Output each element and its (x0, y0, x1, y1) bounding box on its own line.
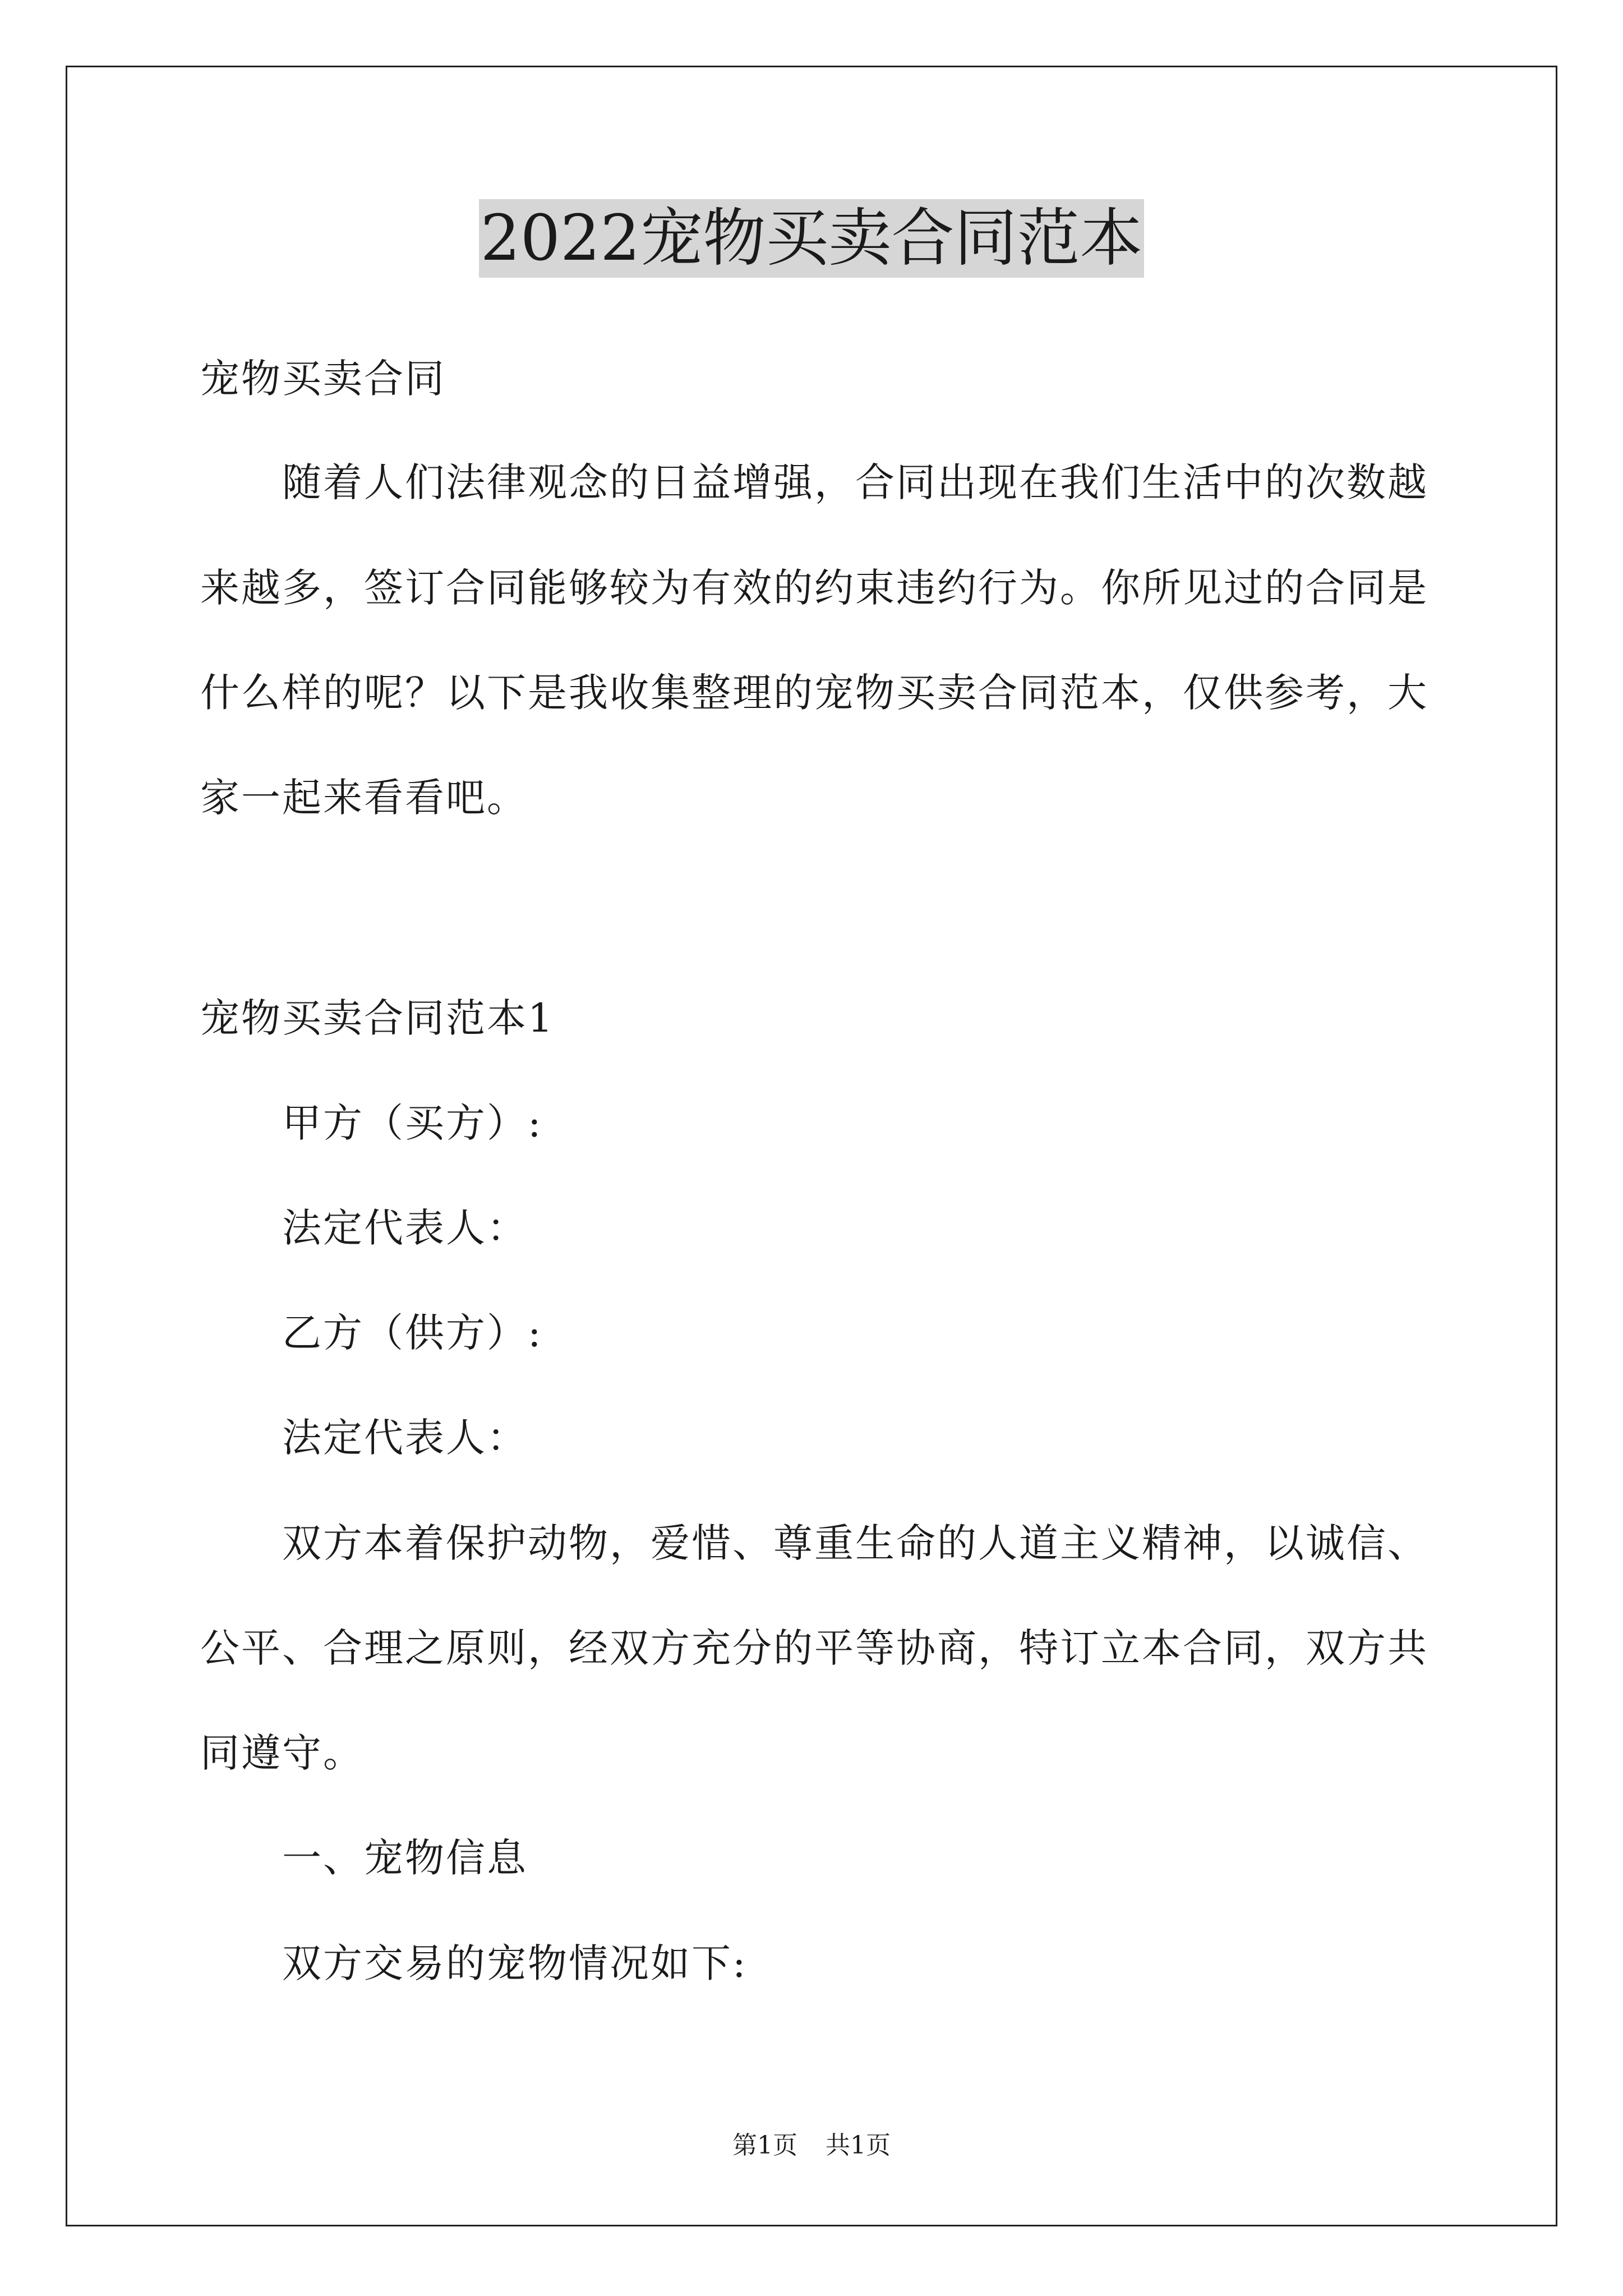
party-b-representative: 法定代表人： (282, 1415, 528, 1461)
principle-line-2: 公平、合理之原则，经双方充分的平等协商，特订立本合同，双方共 (200, 1625, 1428, 1671)
party-a-representative: 法定代表人： (282, 1205, 528, 1251)
page-total: 共1页 (826, 2131, 891, 2160)
intro-line-3: 什么样的呢？以下是我收集整理的宠物买卖合同范本，仅供参考，大 (200, 670, 1428, 716)
page-footer (0, 2129, 1623, 2162)
heading-template-1: 宠物买卖合同范本1 (200, 995, 555, 1041)
heading-contract: 宠物买卖合同 (200, 356, 446, 402)
principle-line-1: 双方本着保护动物，爱惜、尊重生命的人道主义精神，以诚信、 (282, 1520, 1428, 1566)
title-container (0, 199, 1623, 278)
document-title: 2022宠物买卖合同范本 (479, 199, 1144, 278)
section-pet-info-text: 双方交易的宠物情况如下: (282, 1940, 748, 1986)
section-pet-info: 一、宠物信息 (282, 1835, 528, 1881)
page-number: 第1页 (732, 2131, 797, 2160)
party-a-label: 甲方（买方）: (282, 1100, 543, 1146)
party-b-label: 乙方（供方）: (282, 1310, 543, 1356)
intro-line-1: 随着人们法律观念的日益增强，合同出现在我们生活中的次数越 (282, 459, 1428, 505)
intro-line-2: 来越多，签订合同能够较为有效的约束违约行为。你所见过的合同是 (200, 565, 1428, 611)
principle-line-3: 同遵守。 (200, 1730, 364, 1776)
intro-line-4: 家一起来看看吧。 (200, 775, 528, 821)
